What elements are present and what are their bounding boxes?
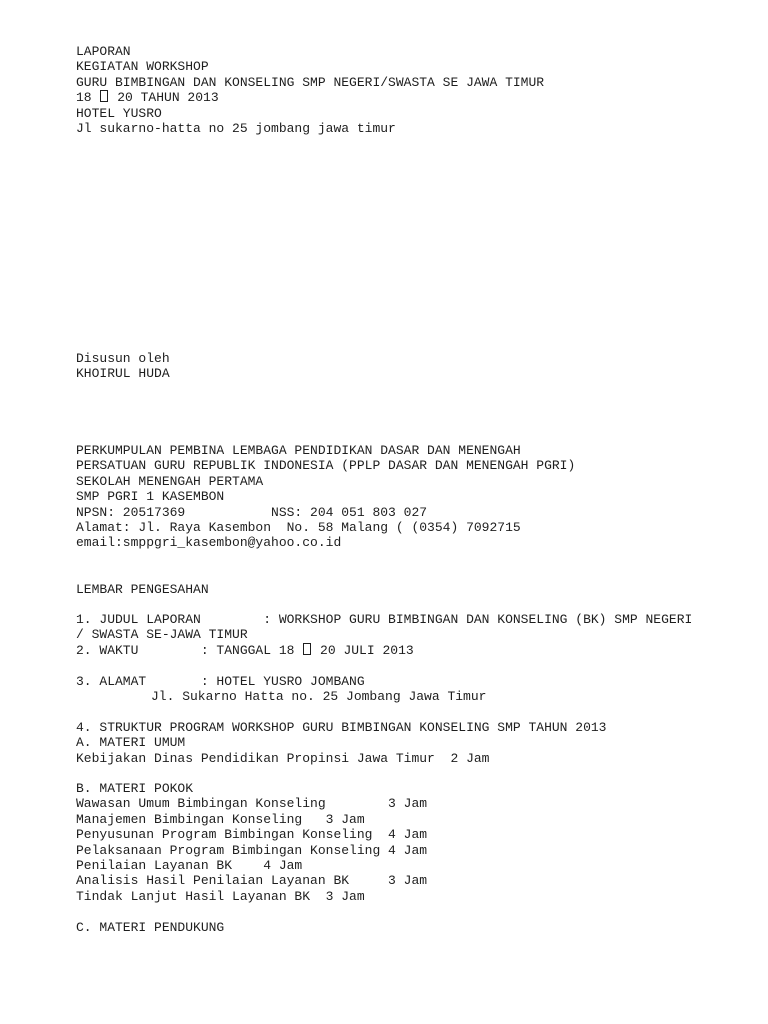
approval-item-title: 1. JUDUL LAPORAN : WORKSHOP GURU BIMBINGAN DAN KONSELING (BK) SMP NEGERI (76, 612, 693, 627)
event-date: 18 20 TAHUN 2013 (76, 90, 219, 106)
section-a-heading: A. MATERI UMUM (76, 735, 186, 751)
missing-glyph-icon (100, 90, 108, 102)
section-b-item: Manajemen Bimbingan Konseling 3 Jam (76, 811, 365, 827)
author-block (76, 351, 728, 382)
missing-glyph-icon (303, 643, 311, 655)
approval-item-time: 2. WAKTU : TANGGAL 18 20 JULI 2013 (76, 642, 414, 658)
approval-item-title-cont: / SWASTA SE-JAWA TIMUR (76, 627, 248, 643)
section-b-item: Wawasan Umum Bimbingan Konseling 3 Jam (76, 796, 428, 812)
activity-label: KEGIATAN WORKSHOP (76, 59, 209, 75)
approval-heading: LEMBAR PENGESAHAN (76, 582, 209, 597)
school-name: SMP PGRI 1 KASEMBON (76, 489, 225, 505)
institution-line-2: PERSATUAN GURU REPUBLIK INDONESIA (PPLP DASAR DAN MENENGAH PGRI) (76, 458, 576, 474)
approval-address (76, 674, 728, 705)
section-b-heading: B. MATERI POKOK (76, 781, 194, 796)
section-b-item: Penyusunan Program Bimbingan Konseling 4 Jam (76, 827, 428, 843)
section-b-item: Penilaian Layanan BK 4 Jam (76, 857, 303, 873)
school-address: Alamat: Jl. Raya Kasembon No. 58 Malang ( (0354) 7092715 (76, 519, 521, 535)
program-structure-heading: 4. STRUKTUR PROGRAM WORKSHOP GURU BIMBINGAN KONSELING SMP TAHUN 2013 (76, 720, 607, 735)
institution-block (76, 443, 728, 551)
section-a-item: Kebijakan Dinas Pendidikan Propinsi Jawa Timur 2 Jam (76, 750, 490, 766)
approval-items (76, 612, 728, 658)
venue-name: HOTEL YUSRO (76, 105, 162, 121)
section-b-item: Tindak Lanjut Hasil Layanan BK 3 Jam (76, 888, 365, 904)
program-structure (76, 720, 728, 766)
approval-item-address: 3. ALAMAT : HOTEL YUSRO JOMBANG (76, 674, 365, 689)
section-b-item: Analisis Hasil Penilaian Layanan BK 3 Jam (76, 873, 428, 889)
approval-block (76, 582, 728, 597)
report-title: GURU BIMBINGAN DAN KONSELING SMP NEGERI/SWASTA SE JAWA TIMUR (76, 74, 545, 90)
institution-line-3: SEKOLAH MENENGAH PERTAMA (76, 473, 264, 489)
venue-address: Jl sukarno-hatta no 25 jombang jawa timur (76, 120, 396, 136)
approval-item-address-cont: Jl. Sukarno Hatta no. 25 Jombang Jawa Timur (151, 689, 487, 705)
section-c-heading: C. MATERI PENDUKUNG (76, 920, 225, 935)
institution-line-1: PERKUMPULAN PEMBINA LEMBAGA PENDIDIKAN DASAR DAN MENENGAH (76, 443, 521, 458)
author-name: KHOIRUL HUDA (76, 366, 170, 382)
section-b (76, 781, 728, 904)
cover-block (76, 44, 728, 136)
school-ids: NPSN: 20517369 NSS: 204 051 803 027 (76, 504, 428, 520)
author-label: Disusun oleh (76, 351, 170, 366)
school-email: email:smppgri_kasembon@yahoo.co.id (76, 535, 342, 551)
section-c (76, 920, 728, 935)
section-b-item: Pelaksanaan Program Bimbingan Konseling 4 Jam (76, 842, 428, 858)
report-label: LAPORAN (76, 44, 131, 59)
